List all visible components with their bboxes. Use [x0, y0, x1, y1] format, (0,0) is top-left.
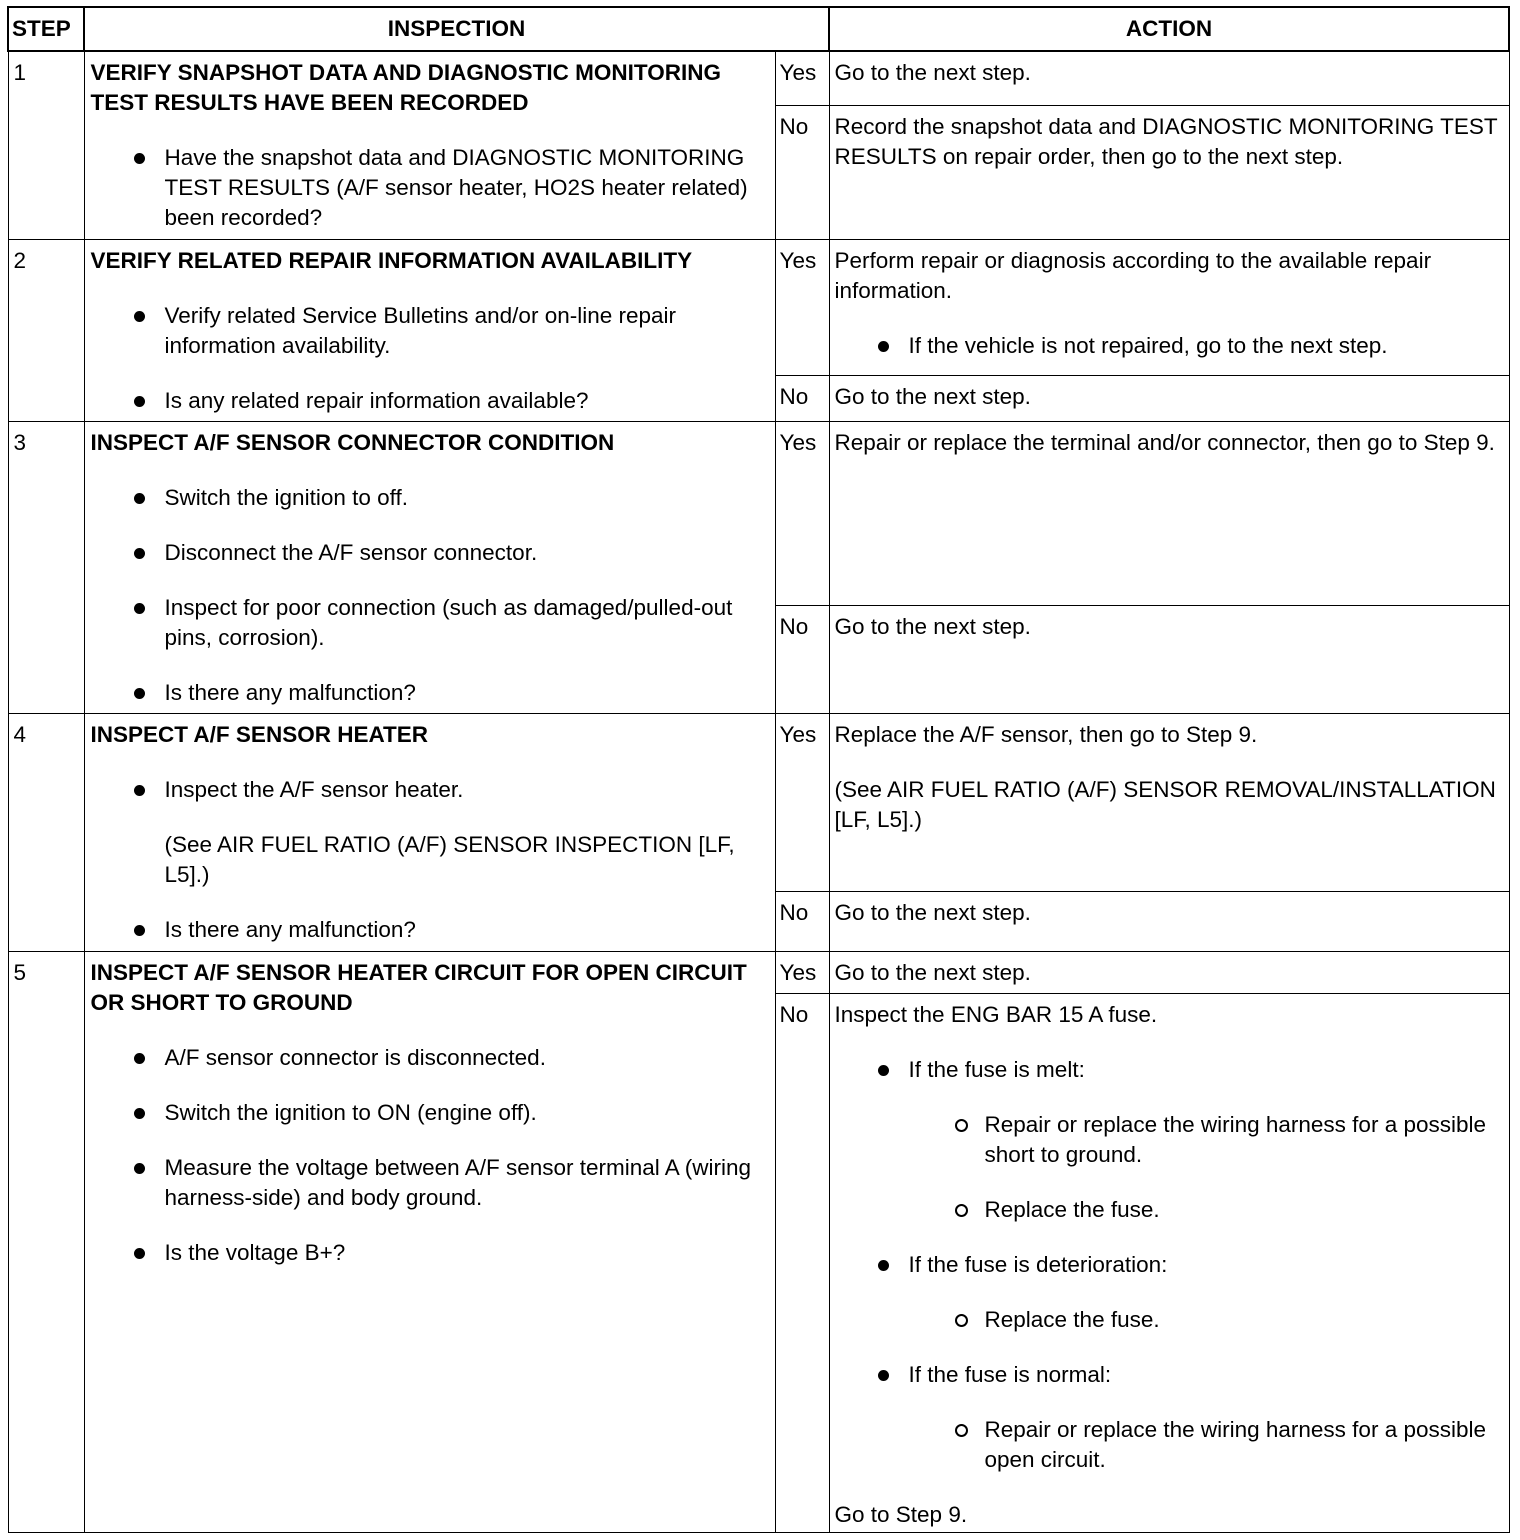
inspection-cell — [84, 239, 775, 421]
no-action-cell — [829, 993, 1509, 1533]
inspection-bullet — [165, 775, 770, 890]
diagnostic-table — [7, 6, 1510, 1533]
inspection-bullet-text: Inspect the A/F sensor heater. — [164, 776, 464, 802]
condition-label: If the fuse is melt: — [908, 1056, 1085, 1082]
table-header-row — [8, 7, 1509, 51]
table-row — [8, 51, 1509, 105]
inspection-reference-note: (See AIR FUEL RATIO (A/F) SENSOR INSPECTION [LF, L5].) — [164, 831, 735, 887]
no-label: No — [775, 891, 829, 951]
table-row — [8, 421, 1509, 605]
no-label: No — [775, 993, 829, 1533]
no-action: Go to the next step. — [829, 605, 1509, 713]
yes-action: Replace the A/F sensor, then go to Step 9. — [834, 721, 1258, 747]
step-title: VERIFY SNAPSHOT DATA AND DIAGNOSTIC MONITORING TEST RESULTS HAVE BEEN RECORDED — [90, 60, 721, 115]
action-column-header: ACTION — [829, 7, 1509, 51]
yes-label: Yes — [775, 421, 829, 605]
step-number: 3 — [8, 421, 84, 713]
no-action: Go to the next step. — [829, 375, 1509, 421]
inspection-bullet: Verify related Service Bulletins and/or on-line repair information availability. — [165, 301, 770, 361]
action-reference-note: (See AIR FUEL RATIO (A/F) SENSOR REMOVAL/INSTALLATION [LF, L5].) — [834, 776, 1496, 832]
yes-label: Yes — [775, 713, 829, 891]
step-number: 5 — [8, 951, 84, 1533]
table-row — [8, 713, 1509, 891]
table-row — [8, 951, 1509, 993]
inspection-bullet: Is there any malfunction? — [165, 915, 770, 945]
inspection-bullet: Measure the voltage between A/F sensor terminal A (wiring harness-side) and body ground. — [165, 1153, 770, 1213]
inspection-bullet: Have the snapshot data and DIAGNOSTIC MONITORING TEST RESULTS (A/F sensor heater, HO2S heater related) been recorded? — [165, 143, 770, 233]
yes-action: Go to the next step. — [829, 951, 1509, 993]
condition-bullet — [909, 1055, 1505, 1225]
condition-label: If the fuse is normal: — [908, 1361, 1112, 1387]
yes-label: Yes — [775, 51, 829, 105]
inspection-cell — [84, 51, 775, 239]
yes-action: Go to the next step. — [829, 51, 1509, 105]
yes-action: Repair or replace the terminal and/or connector, then go to Step 9. — [829, 421, 1509, 605]
no-label: No — [775, 375, 829, 421]
inspection-cell — [84, 421, 775, 713]
yes-action-cell — [829, 713, 1509, 891]
inspection-bullet: Is the voltage B+? — [165, 1238, 770, 1268]
yes-label: Yes — [775, 951, 829, 993]
inspection-bullet: Switch the ignition to ON (engine off). — [165, 1098, 770, 1128]
condition-bullet — [909, 1250, 1505, 1335]
step-number: 1 — [8, 51, 84, 239]
action-bullet: If the vehicle is not repaired, go to the next step. — [909, 331, 1505, 361]
step-number: 2 — [8, 239, 84, 421]
sub-bullet: Replace the fuse. — [985, 1195, 1505, 1225]
sub-bullet: Repair or replace the wiring harness for a possible open circuit. — [985, 1415, 1505, 1475]
inspection-bullet: Is any related repair information available? — [165, 386, 770, 416]
step-column-header: STEP — [8, 7, 84, 51]
inspection-bullet: Inspect for poor connection (such as damaged/pulled-out pins, corrosion). — [165, 593, 770, 653]
no-label: No — [775, 605, 829, 713]
yes-label: Yes — [775, 239, 829, 375]
step-title: INSPECT A/F SENSOR CONNECTOR CONDITION — [90, 429, 615, 455]
inspection-column-header: INSPECTION — [84, 7, 829, 51]
no-action: Record the snapshot data and DIAGNOSTIC MONITORING TEST RESULTS on repair order, then go to the next step. — [829, 105, 1509, 239]
no-action: Inspect the ENG BAR 15 A fuse. — [834, 1001, 1158, 1027]
no-label: No — [775, 105, 829, 239]
no-action-footer: Go to Step 9. — [834, 1501, 968, 1527]
sub-bullet: Repair or replace the wiring harness for a possible short to ground. — [985, 1110, 1505, 1170]
yes-action-cell — [829, 239, 1509, 375]
inspection-cell — [84, 951, 775, 1533]
inspection-bullet: Is there any malfunction? — [165, 678, 770, 708]
no-action: Go to the next step. — [829, 891, 1509, 951]
sub-bullet: Replace the fuse. — [985, 1305, 1505, 1335]
yes-action: Perform repair or diagnosis according to the available repair information. — [834, 247, 1432, 303]
inspection-bullet: A/F sensor connector is disconnected. — [165, 1043, 770, 1073]
diagnostic-procedure-sheet — [7, 6, 1508, 1533]
step-number: 4 — [8, 713, 84, 951]
table-row — [8, 239, 1509, 375]
step-title: INSPECT A/F SENSOR HEATER CIRCUIT FOR OPEN CIRCUIT OR SHORT TO GROUND — [90, 959, 747, 1015]
inspection-bullet: Switch the ignition to off. — [165, 483, 770, 513]
inspection-cell — [84, 713, 775, 951]
inspection-bullet: Disconnect the A/F sensor connector. — [165, 538, 770, 568]
condition-bullet — [909, 1360, 1505, 1475]
condition-label: If the fuse is deterioration: — [908, 1251, 1168, 1277]
step-title: VERIFY RELATED REPAIR INFORMATION AVAILABILITY — [90, 247, 693, 273]
step-title: INSPECT A/F SENSOR HEATER — [90, 721, 429, 747]
